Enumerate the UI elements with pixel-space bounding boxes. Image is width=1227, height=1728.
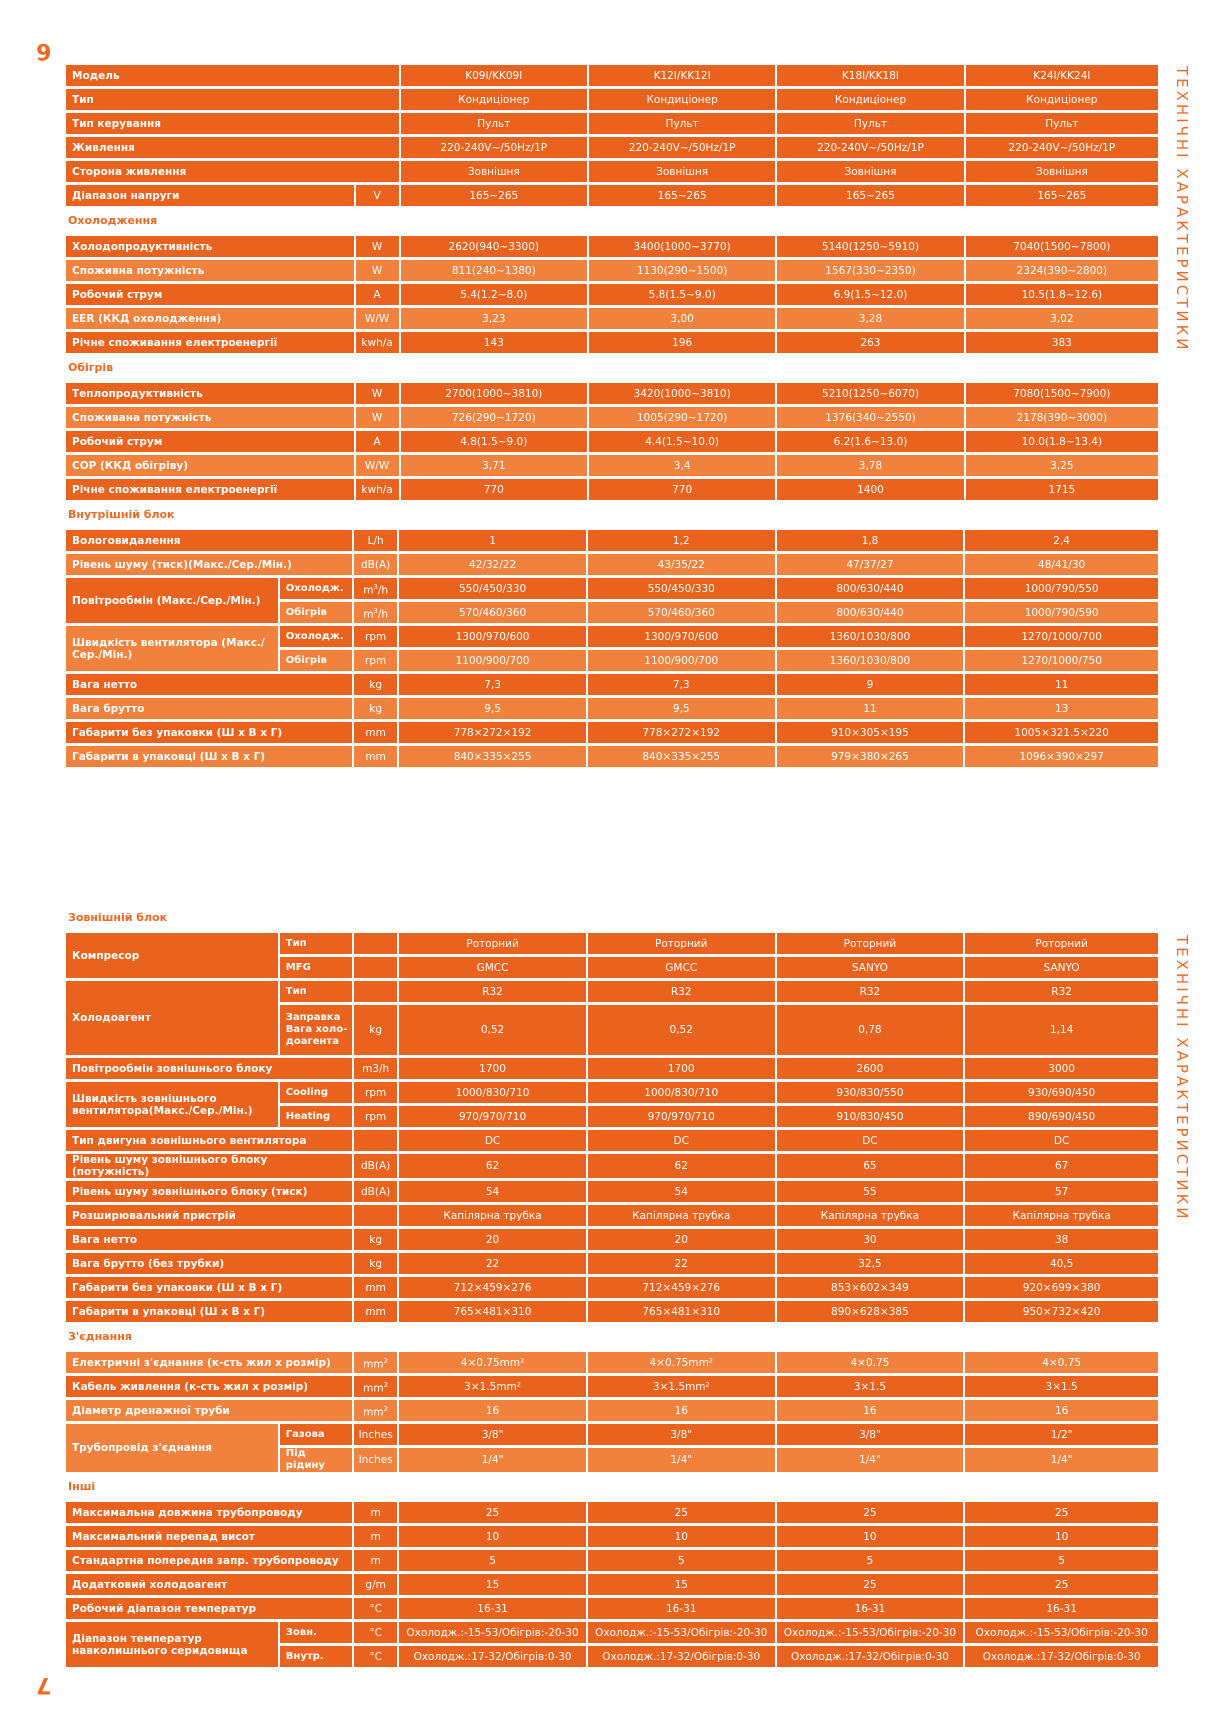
indoor-table: [64, 527, 1160, 770]
table-row: Живлення 220-240V~/50Hz/1P 220-240V~/50Hz/1P 220-240V~/50Hz/1P 220-240V~/50Hz/1P: [66, 137, 1158, 158]
table-row: Діапазон напруги V 165~265 165~265 165~265 165~265: [66, 185, 1158, 206]
table-row: Швидкість вентилятора (Макс./Сер./Мін.) Охолодж. rpm 1300/970/600 1300/970/600 1360/1030/800 1270/1000/700: [66, 626, 1158, 647]
table-row: Холодопродуктивність W 2620(940~3300) 3400(1000~3770) 5140(1250~5910) 7040(1500~7800): [66, 236, 1158, 257]
table-row: Робочий діапазон температур °C 16-31 16-31 16-31 16-31: [66, 1598, 1158, 1619]
table-row: Heating rpm 970/970/710 970/970/710 910/830/450 890/690/450: [66, 1106, 1158, 1127]
table-row: Додатковий холодоагент g/m 15 15 25 25: [66, 1574, 1158, 1595]
table-row: Габарити без упаковки (Ш х В х Г) mm 778×272×192 778×272×192 910×305×195 1005×321.5×220: [66, 722, 1158, 743]
table-row: Вологовидалення L/h 1 1,2 1,8 2,4: [66, 530, 1158, 551]
outdoor-table: [64, 930, 1160, 1325]
unit-cell: $m^3/h$: [354, 602, 397, 623]
outdoor-spec-section: [66, 906, 1158, 1670]
table-row: Габарити в упаковці (Ш х В х Г) mm 765×481×310 765×481×310 890×628×385 950×732×420: [66, 1301, 1158, 1322]
table-row: Повітрообмін (Макс./Сер./Мін.) Охолодж. $m^3/h$ 550/450/330 550/450/330 800/630/440 1000/790/550: [66, 578, 1158, 599]
table-row: Габарити без упаковки (Ш х В х Г) mm 712×459×276 712×459×276 853×602×349 920×699×380: [66, 1277, 1158, 1298]
page-number-bottom: 7: [36, 1672, 52, 1697]
table-row: Робочий струм A 4.8(1.5~9.0) 4.4(1.5~10.0) 6.2(1.6~13.0) 10.0(1.8~13.4): [66, 431, 1158, 452]
connection-heading: З'єднання: [68, 1330, 132, 1343]
other-table: [64, 1499, 1160, 1670]
table-row: Обігрів $m^3/h$ 570/460/360 570/460/360 800/630/440 1000/790/590: [66, 602, 1158, 623]
unit-cell: $mm^2$: [354, 1400, 397, 1421]
table-row: Діапазон температур навколишнього серидовища Зовн. °C Охолодж.:-15-53/Обігрів:-20-30 Охолодж.:-15-53/Обігрів:-20-30 Охолодж.:-15-53/Обігрів:-20-30 Охолодж.:-15-53/Обігрів:-20-30: [66, 1622, 1158, 1643]
table-row: Річне споживання електроенергії kwh/a 770 770 1400 1715: [66, 479, 1158, 500]
indoor-heading: Внутрішній блок: [68, 508, 175, 521]
table-row: Вага нетто kg 7,3 7,3 9 11: [66, 674, 1158, 695]
table-row: Робочий струм A 5.4(1.2~8.0) 5.8(1.5~9.0) 6.9(1.5~12.0) 10.5(1.8~12.6): [66, 284, 1158, 305]
table-row: Максимальний перепад висот m 10 10 10 10: [66, 1526, 1158, 1547]
table-row: Швидкість зовнішнього вентилятора(Макс./Сер./Мін.) Cooling rpm 1000/830/710 1000/830/710 930/830/550 930/690/450: [66, 1082, 1158, 1103]
table-row: Вага брутто kg 9,5 9,5 11 13: [66, 698, 1158, 719]
table-row: Рівень шуму (тиск)(Макс./Сер./Мін.) dB(A) 42/32/22 43/35/22 47/37/27 48/41/30: [66, 554, 1158, 575]
table-row: Споживна потужність W 811(240~1380) 1130(290~1500) 1567(330~2350) 2324(390~2800): [66, 260, 1158, 281]
table-row: Під рідину Inches 1/4" 1/4" 1/4" 1/4": [66, 1448, 1158, 1472]
side-title-top: ТЕХНІЧНІ ХАРАКТЕРИСТИКИ: [1173, 66, 1191, 353]
table-row: Обігрів rpm 1100/900/700 1100/900/700 1360/1030/800 1270/1000/750: [66, 650, 1158, 671]
table-row: Електричні з'єднання (к-сть жил х розмір) $mm^2$ 4×0.75mm² 4×0.75mm² 4×0.75 4×0.75: [66, 1352, 1158, 1373]
cooling-table: [64, 233, 1160, 356]
outdoor-heading: Зовнішній блок: [68, 911, 168, 924]
table-row: Модель K09I/KK09I K12I/KK12I K18I/KK18I K24I/KK24I: [66, 65, 1158, 86]
table-row: Рівень шуму зовнішнього блоку (тиск) dB(A) 54 54 55 57: [66, 1181, 1158, 1202]
table-row: Тип Кондиціонер Кондиціонер Кондиціонер Кондиціонер: [66, 89, 1158, 110]
connection-table: [64, 1349, 1160, 1475]
table-row: Внутр. °C Охолодж.:17-32/Обігрів:0-30 Охолодж.:17-32/Обігрів:0-30 Охолодж.:17-32/Обігрів:0-30 Охолодж.:17-32/Обігрів:0-30: [66, 1646, 1158, 1667]
table-row: Розширювальний пристрій Капілярна трубка Капілярна трубка Капілярна трубка Капілярна трубка: [66, 1205, 1158, 1226]
table-row: Компресор Тип Роторний Роторний Роторний Роторний: [66, 933, 1158, 954]
page-number-top: 6: [36, 38, 52, 63]
table-row: Теплопродуктивність W 2700(1000~3810) 3420(1000~3810) 5210(1250~6070) 7080(1500~7900): [66, 383, 1158, 404]
table-row: EER (ККД охолодження) W/W 3,23 3,00 3,28 3,02: [66, 308, 1158, 329]
table-row: Річне споживання електроенергії kwh/a 143 196 263 383: [66, 332, 1158, 353]
heating-table: [64, 380, 1160, 503]
indoor-spec-table: [64, 62, 1160, 209]
table-row: Споживана потужність W 726(290~1720) 1005(290~1720) 1376(340~2550) 2178(390~3000): [66, 407, 1158, 428]
indoor-spec-section: [66, 62, 1158, 770]
table-row: Повітрообмін зовнішнього блоку m3/h 1700 1700 2600 3000: [66, 1058, 1158, 1079]
other-heading: Інші: [68, 1480, 96, 1493]
table-row: Стандартна попередня запр. трубопроводу m 5 5 5 5: [66, 1550, 1158, 1571]
unit-cell: $mm^2$: [354, 1376, 397, 1397]
table-row: Рівень шуму зовнішнього блоку (потужність) dB(A) 62 62 65 67: [66, 1154, 1158, 1178]
table-row: Кабель живлення (к-сть жил х розмір) $mm^2$ 3×1.5mm² 3×1.5mm² 3×1.5 3×1.5: [66, 1376, 1158, 1397]
table-row: Вага нетто kg 20 20 30 38: [66, 1229, 1158, 1250]
table-row: Сторона живлення Зовнішня Зовнішня Зовнішня Зовнішня: [66, 161, 1158, 182]
table-row: Діаметр дренажної труби $mm^2$ 16 16 16 16: [66, 1400, 1158, 1421]
unit-cell: $mm^2$: [354, 1352, 397, 1373]
table-row: Холодоагент Тип R32 R32 R32 R32: [66, 981, 1158, 1002]
table-row: Заправка Вага холо-доагента kg 0,52 0,52 0,78 1,14: [66, 1005, 1158, 1055]
heating-heading: Обігрів: [68, 361, 114, 374]
table-row: Габарити в упаковці (Ш х В х Г) mm 840×335×255 840×335×255 979×380×265 1096×390×297: [66, 746, 1158, 767]
cooling-heading: Охолодження: [68, 214, 158, 227]
unit-cell: $m^3/h$: [354, 578, 397, 599]
side-title-bottom: ТЕХНІЧНІ ХАРАКТЕРИСТИКИ: [1173, 935, 1191, 1222]
table-row: Трубопровід з'єднання Газова Inches 3/8" 3/8" 3/8" 1/2": [66, 1424, 1158, 1445]
table-row: Тип двигуна зовнішнього вентилятора DC DC DC DC: [66, 1130, 1158, 1151]
table-row: COP (ККД обігріву) W/W 3,71 3,4 3,78 3,25: [66, 455, 1158, 476]
table-row: Тип керування Пульт Пульт Пульт Пульт: [66, 113, 1158, 134]
table-row: MFG GMCC GMCC SANYO SANYO: [66, 957, 1158, 978]
table-row: Вага брутто (без трубки) kg 22 22 32,5 40,5: [66, 1253, 1158, 1274]
table-row: Максимальна довжина трубопроводу m 25 25 25 25: [66, 1502, 1158, 1523]
